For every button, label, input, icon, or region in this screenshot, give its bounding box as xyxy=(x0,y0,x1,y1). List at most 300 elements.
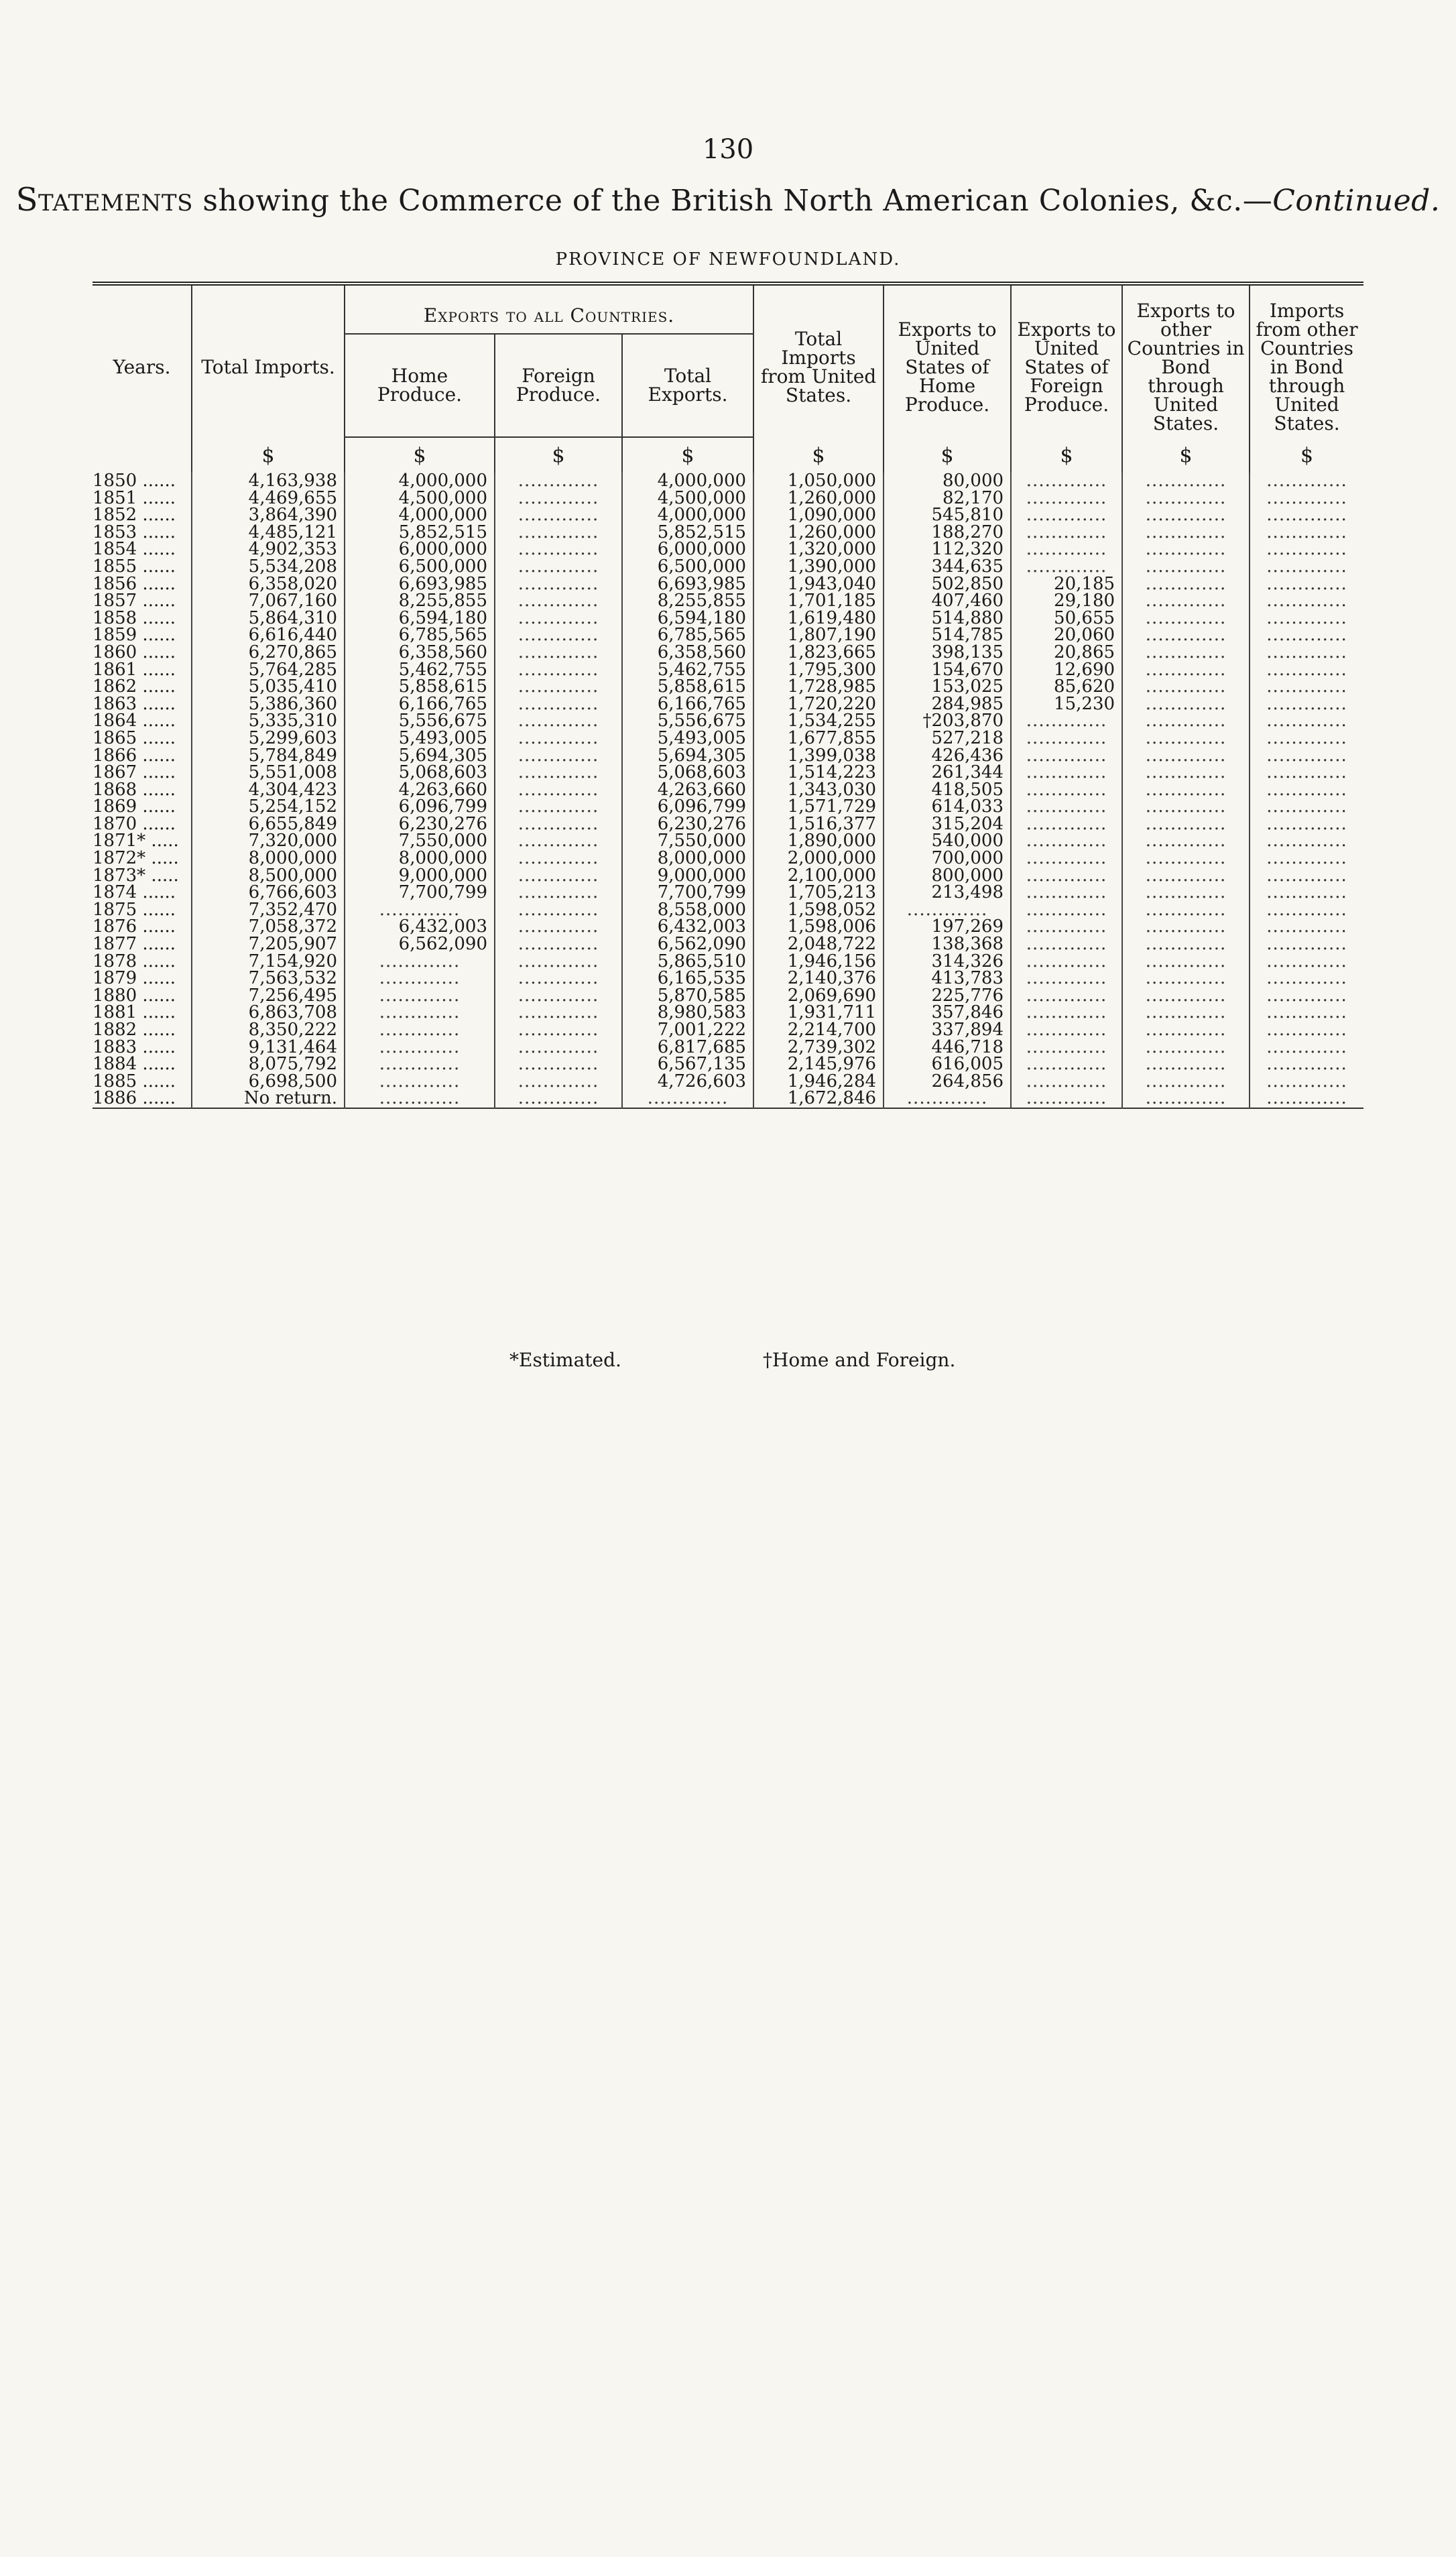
cell-foreign-produce: ............. xyxy=(495,798,622,816)
cell-total-exports: 6,567,135 xyxy=(622,1056,753,1073)
cell-total-imports: 7,154,920 xyxy=(192,953,345,971)
cell-exports-us-foreign: ............. xyxy=(1011,541,1122,558)
cell-year: 1867 ...... xyxy=(93,762,176,783)
cell-imports-from-us: 1,705,213 xyxy=(753,884,884,902)
cell-total-exports: 6,785,565 xyxy=(622,627,753,644)
cell-home-produce: 6,785,565 xyxy=(345,627,495,644)
cell-imports-from-us: 1,514,223 xyxy=(753,764,884,782)
cell-exports-other-bond: ............. xyxy=(1122,1073,1250,1091)
cell-foreign-produce: ............. xyxy=(495,1056,622,1073)
cell-foreign-produce: ............. xyxy=(495,644,622,662)
cell-exports-us-foreign: ............. xyxy=(1011,953,1122,971)
cell-exports-us-home: 514,880 xyxy=(884,610,1011,628)
cell-total-imports: 7,205,907 xyxy=(192,936,345,953)
cell-imports-from-us: 1,720,220 xyxy=(753,696,884,713)
cell-total-exports: 6,594,180 xyxy=(622,610,753,628)
cell-home-produce: 6,166,765 xyxy=(345,696,495,713)
cell-exports-us-home: 82,170 xyxy=(884,490,1011,508)
page-title xyxy=(0,181,1456,219)
cell-year: 1858 ...... xyxy=(93,607,176,628)
cell-total-exports: 6,165,535 xyxy=(622,970,753,988)
cell-exports-other-bond: ............. xyxy=(1122,902,1250,919)
cell-exports-other-bond: ............. xyxy=(1122,644,1250,662)
cell-foreign-produce: ............. xyxy=(495,1039,622,1057)
cell-imports-other-bond: ............. xyxy=(1250,953,1363,971)
table-row xyxy=(93,644,1363,662)
cell-year: 1886 ...... xyxy=(93,1088,176,1109)
cell-imports-other-bond: ............. xyxy=(1250,696,1363,713)
cell-home-produce: 6,096,799 xyxy=(345,798,495,816)
cell-exports-other-bond: ............. xyxy=(1122,816,1250,833)
header-exports-group: Exports to all Countries. xyxy=(345,284,753,334)
cell-foreign-produce: ............. xyxy=(495,1022,622,1039)
cell-home-produce: 4,000,000 xyxy=(345,507,495,524)
cell-foreign-produce: ............. xyxy=(495,627,622,644)
cell-exports-us-home: 80,000 xyxy=(884,473,1011,490)
cell-total-imports: 4,304,423 xyxy=(192,782,345,799)
page-number: 130 xyxy=(702,134,754,165)
cell-exports-other-bond: ............. xyxy=(1122,953,1250,971)
cell-exports-us-foreign: 12,690 xyxy=(1011,662,1122,679)
cell-exports-other-bond: ............. xyxy=(1122,473,1250,490)
cell-exports-us-home: 446,718 xyxy=(884,1039,1011,1057)
cell-imports-from-us: 2,100,000 xyxy=(753,868,884,885)
cell-total-exports: 6,358,560 xyxy=(622,644,753,662)
cell-imports-from-us: 1,677,855 xyxy=(753,730,884,748)
commerce-table xyxy=(93,282,1363,1117)
cell-total-exports: 6,096,799 xyxy=(622,798,753,816)
cell-exports-other-bond: ............. xyxy=(1122,730,1250,748)
cell-total-exports: 6,817,685 xyxy=(622,1039,753,1057)
cell-exports-us-foreign: ............. xyxy=(1011,1004,1122,1022)
cell-total-imports: 8,075,792 xyxy=(192,1056,345,1073)
cell-exports-other-bond: ............. xyxy=(1122,1039,1250,1057)
header-imports-from-us: Total Imports from United States. xyxy=(753,284,884,437)
cell-exports-us-foreign: ............. xyxy=(1011,970,1122,988)
cell-total-exports: 5,870,585 xyxy=(622,988,753,1005)
cell-total-imports: 5,254,152 xyxy=(192,798,345,816)
cell-year: 1880 ...... xyxy=(93,985,176,1006)
cell-imports-from-us: 2,048,722 xyxy=(753,936,884,953)
cell-total-imports: 4,163,938 xyxy=(192,473,345,490)
cell-imports-other-bond: ............. xyxy=(1250,1039,1363,1057)
cell-exports-us-foreign: 29,180 xyxy=(1011,593,1122,610)
cell-imports-other-bond: ............. xyxy=(1250,558,1363,576)
unit-dollar: $ xyxy=(1011,437,1122,473)
cell-total-imports: 6,766,603 xyxy=(192,884,345,902)
cell-exports-us-home: 502,850 xyxy=(884,576,1011,593)
cell-exports-us-home: 413,783 xyxy=(884,970,1011,988)
cell-total-imports: 6,270,865 xyxy=(192,644,345,662)
cell-foreign-produce: ............. xyxy=(495,833,622,850)
table-row xyxy=(93,764,1363,782)
cell-year: 1870 ...... xyxy=(93,813,176,834)
cell-total-imports: 6,863,708 xyxy=(192,1004,345,1022)
cell-foreign-produce: ............. xyxy=(495,918,622,936)
cell-foreign-produce: ............. xyxy=(495,953,622,971)
cell-home-produce: ............. xyxy=(345,1004,495,1022)
cell-foreign-produce: ............. xyxy=(495,1073,622,1091)
cell-year: 1866 ...... xyxy=(93,745,176,766)
cell-foreign-produce: ............. xyxy=(495,730,622,748)
cell-foreign-produce: ............. xyxy=(495,696,622,713)
cell-imports-from-us: 1,823,665 xyxy=(753,644,884,662)
cell-exports-us-home: 700,000 xyxy=(884,850,1011,868)
cell-imports-other-bond: ............. xyxy=(1250,988,1363,1005)
cell-total-imports: 7,256,495 xyxy=(192,988,345,1005)
cell-total-exports: 8,980,583 xyxy=(622,1004,753,1022)
cell-home-produce: 5,556,675 xyxy=(345,713,495,730)
cell-total-exports: 4,000,000 xyxy=(622,507,753,524)
cell-home-produce: ............. xyxy=(345,1022,495,1039)
cell-imports-other-bond: ............. xyxy=(1250,833,1363,850)
cell-exports-other-bond: ............. xyxy=(1122,1056,1250,1073)
cell-exports-us-home: 315,204 xyxy=(884,816,1011,833)
unit-dollar: $ xyxy=(1250,437,1363,473)
cell-imports-from-us: 1,534,255 xyxy=(753,713,884,730)
cell-imports-other-bond: ............. xyxy=(1250,884,1363,902)
cell-exports-other-bond: ............. xyxy=(1122,1004,1250,1022)
cell-total-imports: 5,035,410 xyxy=(192,678,345,696)
cell-imports-other-bond: ............. xyxy=(1250,662,1363,679)
cell-exports-us-home: 616,005 xyxy=(884,1056,1011,1073)
cell-total-imports: 8,000,000 xyxy=(192,850,345,868)
cell-exports-other-bond: ............. xyxy=(1122,850,1250,868)
table-row xyxy=(93,1022,1363,1039)
cell-year: 1860 ...... xyxy=(93,642,176,662)
cell-exports-other-bond: ............. xyxy=(1122,576,1250,593)
cell-imports-from-us: 1,672,846 xyxy=(753,1090,884,1108)
cell-exports-us-home: 213,498 xyxy=(884,884,1011,902)
cell-imports-other-bond: ............. xyxy=(1250,970,1363,988)
cell-imports-other-bond: ............. xyxy=(1250,507,1363,524)
cell-imports-from-us: 2,739,302 xyxy=(753,1039,884,1057)
cell-imports-from-us: 1,946,284 xyxy=(753,1073,884,1091)
cell-foreign-produce: ............. xyxy=(495,1004,622,1022)
unit-dollar: $ xyxy=(1122,437,1250,473)
cell-exports-us-home: 398,135 xyxy=(884,644,1011,662)
cell-imports-other-bond: ............. xyxy=(1250,576,1363,593)
cell-year: 1864 ...... xyxy=(93,711,176,731)
cell-imports-other-bond: ............. xyxy=(1250,816,1363,833)
cell-imports-from-us: 1,598,052 xyxy=(753,902,884,919)
cell-exports-other-bond: ............. xyxy=(1122,593,1250,610)
cell-foreign-produce: ............. xyxy=(495,868,622,885)
cell-home-produce: 6,000,000 xyxy=(345,541,495,558)
cell-total-imports: 5,299,603 xyxy=(192,730,345,748)
header-years: Years. xyxy=(93,284,192,437)
cell-imports-other-bond: ............. xyxy=(1250,644,1363,662)
title-smallcaps: Statements xyxy=(15,181,193,219)
cell-imports-other-bond: ............. xyxy=(1250,1022,1363,1039)
cell-imports-other-bond: ............. xyxy=(1250,918,1363,936)
header-total-exports: Total Exports. xyxy=(622,334,753,437)
cell-total-imports: 9,131,464 xyxy=(192,1039,345,1057)
cell-foreign-produce: ............. xyxy=(495,678,622,696)
table-body xyxy=(93,473,1363,1108)
cell-imports-from-us: 1,571,729 xyxy=(753,798,884,816)
cell-home-produce: 7,550,000 xyxy=(345,833,495,850)
cell-exports-other-bond: ............. xyxy=(1122,833,1250,850)
cell-total-exports: 4,726,603 xyxy=(622,1073,753,1091)
cell-imports-other-bond: ............. xyxy=(1250,936,1363,953)
cell-exports-us-foreign: ............. xyxy=(1011,748,1122,765)
header-exports-us-home: Exports to United States of Home Produce. xyxy=(884,284,1011,437)
cell-exports-us-foreign: ............. xyxy=(1011,902,1122,919)
table-row xyxy=(93,1056,1363,1073)
cell-foreign-produce: ............. xyxy=(495,816,622,833)
cell-home-produce: 5,493,005 xyxy=(345,730,495,748)
cell-exports-us-home: 540,000 xyxy=(884,833,1011,850)
cell-exports-other-bond: ............. xyxy=(1122,507,1250,524)
cell-exports-us-foreign: ............. xyxy=(1011,507,1122,524)
cell-total-exports: 5,556,675 xyxy=(622,713,753,730)
cell-exports-other-bond: ............. xyxy=(1122,970,1250,988)
cell-imports-other-bond: ............. xyxy=(1250,541,1363,558)
cell-imports-other-bond: ............. xyxy=(1250,473,1363,490)
cell-total-imports: 4,485,121 xyxy=(192,524,345,542)
cell-home-produce: 6,562,090 xyxy=(345,936,495,953)
cell-exports-us-foreign: ............. xyxy=(1011,473,1122,490)
cell-foreign-produce: ............. xyxy=(495,764,622,782)
cell-home-produce: 4,500,000 xyxy=(345,490,495,508)
cell-imports-other-bond: ............. xyxy=(1250,782,1363,799)
cell-total-exports: 6,432,003 xyxy=(622,918,753,936)
cell-imports-from-us: 1,598,006 xyxy=(753,918,884,936)
title-continued: Continued. xyxy=(1272,184,1441,218)
cell-foreign-produce: ............. xyxy=(495,593,622,610)
cell-exports-other-bond: ............. xyxy=(1122,678,1250,696)
cell-foreign-produce: ............. xyxy=(495,970,622,988)
cell-year: 1853 ...... xyxy=(93,522,176,542)
cell-imports-from-us: 1,320,000 xyxy=(753,541,884,558)
cell-total-imports: 5,386,360 xyxy=(192,696,345,713)
cell-year: 1856 ...... xyxy=(93,573,176,594)
unit-dollar: $ xyxy=(622,437,753,473)
cell-total-imports: 5,335,310 xyxy=(192,713,345,730)
cell-year: 1872* ..... xyxy=(93,848,179,869)
cell-exports-us-foreign: ............. xyxy=(1011,936,1122,953)
cell-imports-from-us: 2,214,700 xyxy=(753,1022,884,1039)
cell-imports-from-us: 1,795,300 xyxy=(753,662,884,679)
cell-total-imports: 6,655,849 xyxy=(192,816,345,833)
cell-total-exports: 8,558,000 xyxy=(622,902,753,919)
cell-total-exports: 6,166,765 xyxy=(622,696,753,713)
cell-exports-us-foreign: ............. xyxy=(1011,782,1122,799)
cell-exports-us-home: 284,985 xyxy=(884,696,1011,713)
cell-total-imports: 8,500,000 xyxy=(192,868,345,885)
cell-exports-other-bond: ............. xyxy=(1122,918,1250,936)
cell-exports-other-bond: ............. xyxy=(1122,490,1250,508)
cell-year: 1879 ...... xyxy=(93,968,176,989)
cell-foreign-produce: ............. xyxy=(495,473,622,490)
cell-imports-other-bond: ............. xyxy=(1250,850,1363,868)
cell-home-produce: ............. xyxy=(345,1073,495,1091)
cell-foreign-produce: ............. xyxy=(495,713,622,730)
province-subtitle: PROVINCE OF NEWFOUNDLAND. xyxy=(555,249,901,270)
cell-year: 1854 ...... xyxy=(93,539,176,560)
cell-exports-us-home: 426,436 xyxy=(884,748,1011,765)
cell-year: 1877 ...... xyxy=(93,934,176,955)
cell-exports-us-home: 337,894 xyxy=(884,1022,1011,1039)
cell-exports-us-foreign: ............. xyxy=(1011,988,1122,1005)
cell-imports-from-us: 1,399,038 xyxy=(753,748,884,765)
cell-imports-from-us: 2,145,976 xyxy=(753,1056,884,1073)
cell-year: 1875 ...... xyxy=(93,899,176,920)
cell-year: 1863 ...... xyxy=(93,693,176,714)
cell-exports-other-bond: ............. xyxy=(1122,936,1250,953)
cell-total-imports: 6,358,020 xyxy=(192,576,345,593)
cell-exports-us-foreign: ............. xyxy=(1011,1056,1122,1073)
cell-year: 1873* ..... xyxy=(93,865,179,886)
cell-imports-from-us: 1,728,985 xyxy=(753,678,884,696)
cell-total-imports: 5,864,310 xyxy=(192,610,345,628)
cell-total-imports: 7,563,532 xyxy=(192,970,345,988)
cell-exports-us-home: 514,785 xyxy=(884,627,1011,644)
cell-imports-from-us: 1,516,377 xyxy=(753,816,884,833)
cell-exports-other-bond: ............. xyxy=(1122,610,1250,628)
cell-foreign-produce: ............. xyxy=(495,1090,622,1108)
cell-exports-us-foreign: 20,865 xyxy=(1011,644,1122,662)
cell-total-imports: 7,320,000 xyxy=(192,833,345,850)
cell-total-exports: 6,500,000 xyxy=(622,558,753,576)
cell-imports-other-bond: ............. xyxy=(1250,764,1363,782)
cell-imports-other-bond: ............. xyxy=(1250,524,1363,542)
cell-imports-from-us: 1,260,000 xyxy=(753,490,884,508)
cell-exports-us-foreign: ............. xyxy=(1011,884,1122,902)
unit-dollar: $ xyxy=(884,437,1011,473)
cell-imports-other-bond: ............. xyxy=(1250,730,1363,748)
cell-home-produce: ............. xyxy=(345,988,495,1005)
cell-year: 1865 ...... xyxy=(93,727,176,748)
cell-exports-us-home: 153,025 xyxy=(884,678,1011,696)
cell-foreign-produce: ............. xyxy=(495,748,622,765)
cell-imports-from-us: 1,390,000 xyxy=(753,558,884,576)
unit-dollar: $ xyxy=(753,437,884,473)
cell-exports-us-foreign: 85,620 xyxy=(1011,678,1122,696)
cell-year: 1883 ...... xyxy=(93,1036,176,1057)
cell-exports-us-home: 344,635 xyxy=(884,558,1011,576)
cell-imports-from-us: 1,943,040 xyxy=(753,576,884,593)
cell-home-produce: ............. xyxy=(345,970,495,988)
cell-exports-us-home: 112,320 xyxy=(884,541,1011,558)
cell-exports-us-foreign: ............. xyxy=(1011,1039,1122,1057)
cell-total-imports: 7,058,372 xyxy=(192,918,345,936)
cell-imports-other-bond: ............. xyxy=(1250,1004,1363,1022)
cell-imports-from-us: 2,140,376 xyxy=(753,970,884,988)
cell-imports-from-us: 1,090,000 xyxy=(753,507,884,524)
unit-dollar: $ xyxy=(495,437,622,473)
cell-foreign-produce: ............. xyxy=(495,524,622,542)
cell-exports-us-foreign: ............. xyxy=(1011,816,1122,833)
cell-exports-us-home: 261,344 xyxy=(884,764,1011,782)
cell-exports-us-home: ............. xyxy=(884,902,1011,919)
cell-home-produce: 6,358,560 xyxy=(345,644,495,662)
cell-year: 1852 ...... xyxy=(93,505,176,526)
cell-exports-us-home: 407,460 xyxy=(884,593,1011,610)
table-row xyxy=(93,730,1363,748)
cell-home-produce: 6,693,985 xyxy=(345,576,495,593)
cell-total-exports: 5,493,005 xyxy=(622,730,753,748)
unit-dollar: $ xyxy=(192,437,345,473)
cell-total-exports: ............. xyxy=(622,1090,753,1108)
cell-total-exports: 5,852,515 xyxy=(622,524,753,542)
cell-foreign-produce: ............. xyxy=(495,884,622,902)
cell-exports-us-home: ............. xyxy=(884,1090,1011,1108)
cell-total-imports: 6,698,500 xyxy=(192,1073,345,1091)
cell-imports-other-bond: ............. xyxy=(1250,902,1363,919)
cell-total-imports: 5,764,285 xyxy=(192,662,345,679)
cell-imports-other-bond: ............. xyxy=(1250,868,1363,885)
cell-exports-us-foreign: ............. xyxy=(1011,1022,1122,1039)
cell-home-produce: 7,700,799 xyxy=(345,884,495,902)
cell-exports-other-bond: ............. xyxy=(1122,524,1250,542)
cell-exports-us-foreign: ............. xyxy=(1011,524,1122,542)
cell-year: 1861 ...... xyxy=(93,659,176,680)
cell-imports-other-bond: ............. xyxy=(1250,678,1363,696)
cell-year: 1885 ...... xyxy=(93,1071,176,1091)
cell-total-exports: 8,255,855 xyxy=(622,593,753,610)
cell-home-produce: ............. xyxy=(345,953,495,971)
cell-home-produce: 6,432,003 xyxy=(345,918,495,936)
cell-imports-other-bond: ............. xyxy=(1250,748,1363,765)
unit-years xyxy=(93,437,192,473)
cell-total-imports: 7,067,160 xyxy=(192,593,345,610)
cell-exports-other-bond: ............. xyxy=(1122,884,1250,902)
cell-foreign-produce: ............. xyxy=(495,610,622,628)
cell-total-exports: 5,068,603 xyxy=(622,764,753,782)
cell-home-produce: 6,230,276 xyxy=(345,816,495,833)
cell-imports-other-bond: ............. xyxy=(1250,1056,1363,1073)
footnote-estimated: *Estimated. xyxy=(509,1349,621,1371)
cell-total-exports: 7,550,000 xyxy=(622,833,753,850)
cell-exports-us-home: 138,368 xyxy=(884,936,1011,953)
cell-year: 1868 ...... xyxy=(93,779,176,800)
table-row xyxy=(93,593,1363,610)
cell-exports-other-bond: ............. xyxy=(1122,868,1250,885)
cell-exports-us-home: 264,856 xyxy=(884,1073,1011,1091)
cell-total-imports: 5,784,849 xyxy=(192,748,345,765)
cell-exports-other-bond: ............. xyxy=(1122,662,1250,679)
cell-imports-other-bond: ............. xyxy=(1250,490,1363,508)
cell-exports-other-bond: ............. xyxy=(1122,558,1250,576)
cell-exports-us-foreign: ............. xyxy=(1011,558,1122,576)
cell-year: 1869 ...... xyxy=(93,796,176,817)
cell-home-produce: 6,500,000 xyxy=(345,558,495,576)
cell-exports-other-bond: ............. xyxy=(1122,541,1250,558)
cell-exports-us-home: 154,670 xyxy=(884,662,1011,679)
cell-exports-us-home: 188,270 xyxy=(884,524,1011,542)
cell-exports-us-foreign: ............. xyxy=(1011,868,1122,885)
cell-foreign-produce: ............. xyxy=(495,850,622,868)
cell-foreign-produce: ............. xyxy=(495,662,622,679)
cell-exports-us-home: 545,810 xyxy=(884,507,1011,524)
cell-imports-from-us: 1,946,156 xyxy=(753,953,884,971)
cell-exports-us-foreign: ............. xyxy=(1011,764,1122,782)
table-row xyxy=(93,678,1363,696)
cell-home-produce: 8,255,855 xyxy=(345,593,495,610)
cell-exports-us-foreign: ............. xyxy=(1011,850,1122,868)
cell-exports-other-bond: ............. xyxy=(1122,713,1250,730)
cell-total-exports: 4,000,000 xyxy=(622,473,753,490)
cell-foreign-produce: ............. xyxy=(495,507,622,524)
table-row xyxy=(93,936,1363,953)
cell-exports-us-foreign: 20,060 xyxy=(1011,627,1122,644)
cell-home-produce: 6,594,180 xyxy=(345,610,495,628)
cell-total-exports: 5,858,615 xyxy=(622,678,753,696)
table-row xyxy=(93,507,1363,524)
cell-home-produce: 4,263,660 xyxy=(345,782,495,799)
